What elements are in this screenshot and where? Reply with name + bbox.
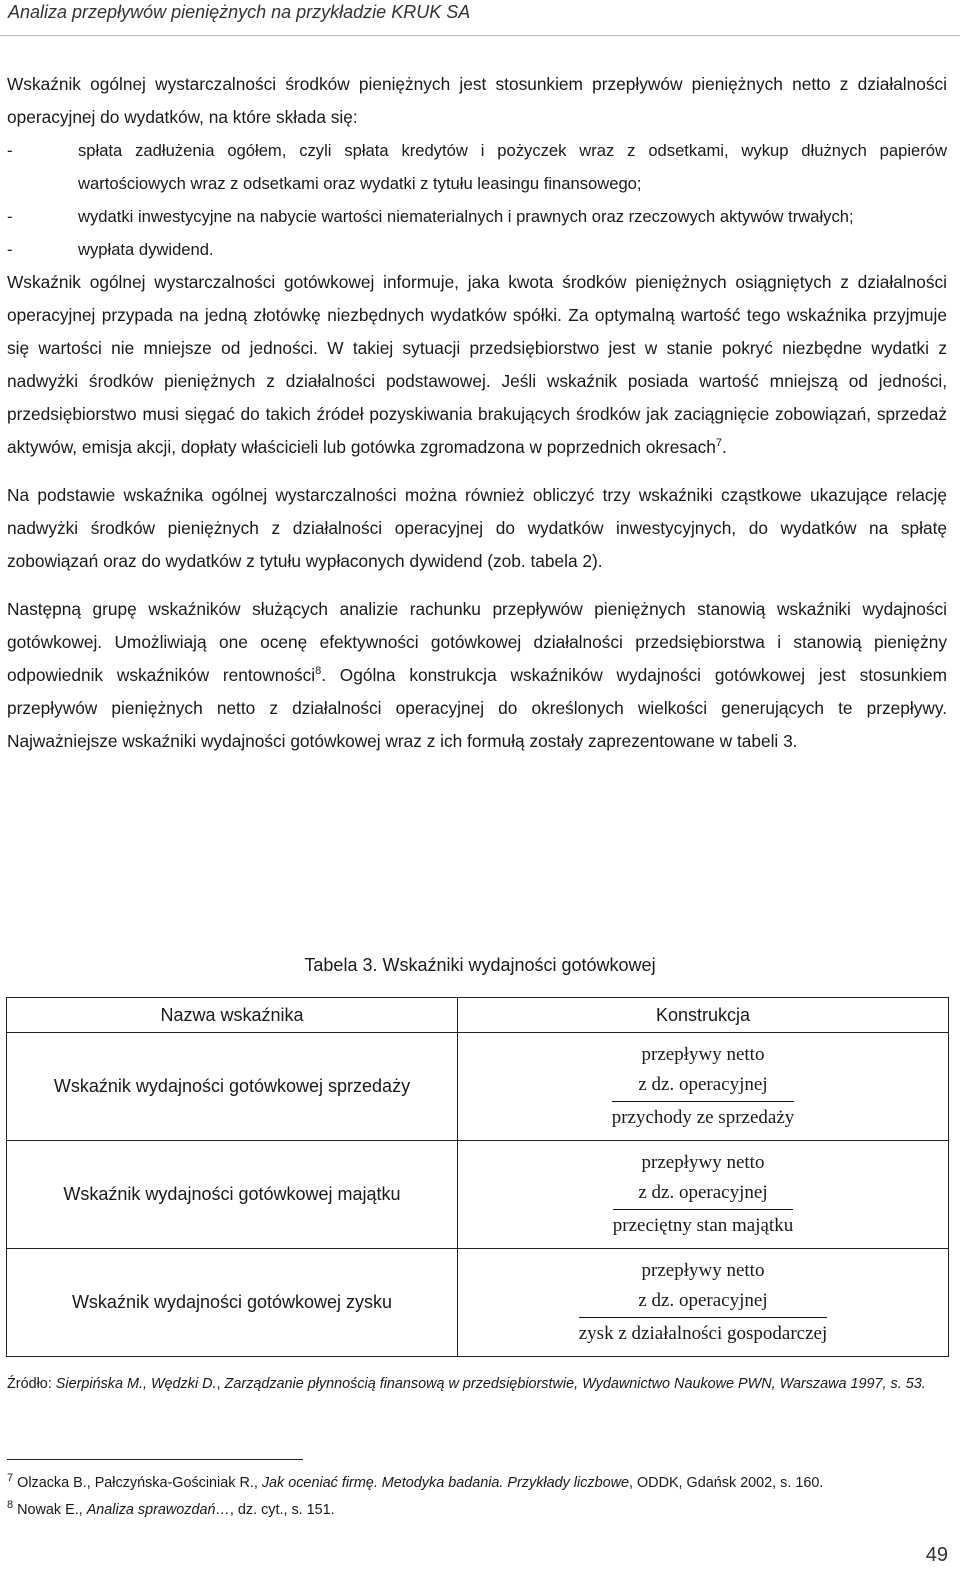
paragraph-text: . Ogólna konstrukcja wskaźników wydajności gotówkowej jest stosunkiem przepływów pieniężnych netto z działalności operacyjnej do określonych wielkości generujących te przepływy. Najważniejsze wskaźniki wydajności gotówkowej wraz z ich formułą zostały zaprezentowane w tabeli 3. xyxy=(7,665,947,751)
numerator-line-2: z dz. operacyjnej xyxy=(638,1290,768,1311)
numerator-line-2: z dz. operacyjnej xyxy=(638,1074,768,1095)
intro-paragraph: Wskaźnik ogólnej wystarczalności środków pieniężnych jest stosunkiem przepływów pieniężnych netto z działalności operacyjnej do wydatków, na które składa się: xyxy=(7,74,947,127)
source-title: Zarządzanie płynnością finansową w przedsiębiorstwie, Wydawnictwo Naukowe PWN, Warszawa 1997, s. 53. xyxy=(224,1376,926,1392)
footnote-divider xyxy=(7,1459,303,1460)
denominator: zysk z działalności gospodarczej xyxy=(578,1323,828,1344)
paragraph-text: Wskaźnik ogólnej wystarczalności gotówkowej informuje, jaka kwota środków pieniężnych osiągniętych z działalności operacyjnej przypada na jedną złotówkę niezbędnych wydatków spółki. Za optymalną wartość tego wskaźnika przyjmuje się wartości nie mniejsze od jedności. W takiej sytuacji przedsiębiorstwo jest w stanie pokryć niezbędne wydatki z nadwyżki środków pieniężnych z działalności podstawowej. Jeśli wskaźnik posiada wartość mniejszą od jedności, przedsiębiorstwo musi sięgać do takich źródeł pozyskiwania brakujących środków jak zaciągnięcie zobowiązań, sprzedaż aktywów, emisja akcji, dopłaty właścicieli lub gotówka zgromadzona w poprzednich okresach xyxy=(7,272,947,457)
ratio-name: Wskaźnik wydajności gotówkowej majątku xyxy=(7,1141,458,1249)
table-row xyxy=(7,1249,949,1357)
page-number: 49 xyxy=(925,1544,948,1566)
list-item-text: spłata zadłużenia ogółem, czyli spłata kredytów i pożyczek wraz z odsetkami, wykup dłużnych papierów wartościowych wraz z odsetkami oraz wydatki z tytułu leasingu finansowego; xyxy=(78,141,947,193)
list-item-text: wydatki inwestycyjne na nabycie wartości niematerialnych i prawnych oraz rzeczowych aktywów trwałych; xyxy=(78,207,854,226)
source-authors: Sierpińska M., Wędzki D. xyxy=(55,1376,217,1392)
header-divider xyxy=(0,35,960,36)
numerator-line-1: przepływy netto xyxy=(641,1044,765,1065)
numerator-line-1: przepływy netto xyxy=(641,1260,765,1281)
denominator: przychody ze sprzedaży xyxy=(611,1107,795,1128)
numerator-line-1: przepływy netto xyxy=(641,1152,765,1173)
formula-fraction xyxy=(613,1148,793,1241)
running-header: Analiza przepływów pieniężnych na przykładzie KRUK SA xyxy=(8,2,471,22)
table-source-note: Źródło: Sierpińska M., Wędzki D., Zarządzanie płynnością finansową w przedsiębiorstwie, Wydawnictwo Naukowe PWN, Warszawa 1997, s. 53. xyxy=(7,1376,926,1392)
formula-fraction xyxy=(579,1256,827,1349)
footnote-title: Jak oceniać firmę. Metodyka badania. Przykłady liczbowe xyxy=(261,1475,629,1491)
column-header-name: Nazwa wskaźnika xyxy=(7,998,458,1033)
list-item xyxy=(7,134,947,200)
ratio-formula xyxy=(458,1033,949,1141)
footnote: $^8$ Nowak E., Analiza sprawozdań…, dz. cyt., s. 151. xyxy=(7,1499,335,1518)
paragraph-cash-efficiency xyxy=(7,593,947,758)
ratio-table xyxy=(6,997,949,1357)
ratio-name: Wskaźnik wydajności gotówkowej sprzedaży xyxy=(7,1033,458,1141)
table-row xyxy=(7,1033,949,1141)
footnotes xyxy=(7,1470,947,1524)
ratio-name: Wskaźnik wydajności gotówkowej zysku xyxy=(7,1249,458,1357)
formula-fraction xyxy=(612,1040,795,1133)
fraction-bar xyxy=(612,1101,795,1102)
fraction-bar xyxy=(579,1317,827,1318)
footnote-ref[interactable]: 7 xyxy=(715,437,722,450)
table-row xyxy=(7,1141,949,1249)
paragraph-cash-sufficiency: Wskaźnik ogólnej wystarczalności gotówkowej informuje, jaka kwota środków pieniężnych osiągniętych z działalności operacyjnej przypada na jedną złotówkę niezbędnych wydatków spółki. Za optymalną wartość tego wskaźnika przyjmuje się wartości nie mniejsze od jedności. W takiej sytuacji przedsiębiorstwo jest w stanie pokryć niezbędne wydatki z nadwyżki środków pieniężnych z działalności podstawowej. Jeśli wskaźnik posiada wartość mniejszą od jedności, przedsiębiorstwo musi sięgać do takich źródeł pozyskiwania brakujących środków jak zaciągnięcie zobowiązań, sprzedaż aktywów, emisja akcji, dopłaty właścicieli lub gotówka zgromadzona w poprzednich okresach$^7$. xyxy=(7,272,947,457)
list-dash: - xyxy=(7,141,13,160)
fraction-bar xyxy=(613,1209,793,1210)
footnote-number: 7 xyxy=(7,1472,14,1485)
footnote-ref[interactable]: 8 xyxy=(315,665,322,678)
paragraph-text: Następną grupę wskaźników służących analizie rachunku przepływów pieniężnych stanowią wskaźniki wydajności gotówkowej. Umożliwiają one ocenę efektywności gotówkowej działalności przedsiębiorstwa i stanowią pieniężny odpowiednik wskaźników rentowności xyxy=(7,599,947,685)
footnote-number: 8 xyxy=(7,1499,14,1512)
table-caption: Tabela 3. Wskaźniki wydajności gotówkowej xyxy=(304,955,656,975)
paragraph-partial-ratios: Na podstawie wskaźnika ogólnej wystarczalności można również obliczyć trzy wskaźniki cząstkowe ukazujące relację nadwyżki środków pieniężnych z działalności operacyjnej do wydatków inwestycyjnych, do wydatków na spłatę zobowiązań oraz do wydatków z tytułu wypłaconych dywidend (zob. tabela 2). xyxy=(7,485,947,571)
list-item xyxy=(7,233,947,266)
footnote: $^7$ Olzacka B., Pałczyńska-Gościniak R., Jak oceniać firmę. Metodyka badania. Przykłady liczbowe, ODDK, Gdańsk 2002, s. 160. xyxy=(7,1472,824,1491)
ratio-formula xyxy=(458,1249,949,1357)
table-header-row xyxy=(7,998,949,1033)
list-dash: - xyxy=(7,240,13,259)
denominator: przeciętny stan majątku xyxy=(612,1215,794,1236)
ratio-formula xyxy=(458,1141,949,1249)
list-dash: - xyxy=(7,207,13,226)
list-item-text: wypłata dywidend. xyxy=(78,240,214,259)
footnote-title: Analiza sprawozdań… xyxy=(86,1502,230,1518)
list-item xyxy=(7,200,947,233)
numerator-line-2: z dz. operacyjnej xyxy=(638,1182,768,1203)
body-text xyxy=(7,68,947,758)
column-header-construction: Konstrukcja xyxy=(458,998,949,1033)
